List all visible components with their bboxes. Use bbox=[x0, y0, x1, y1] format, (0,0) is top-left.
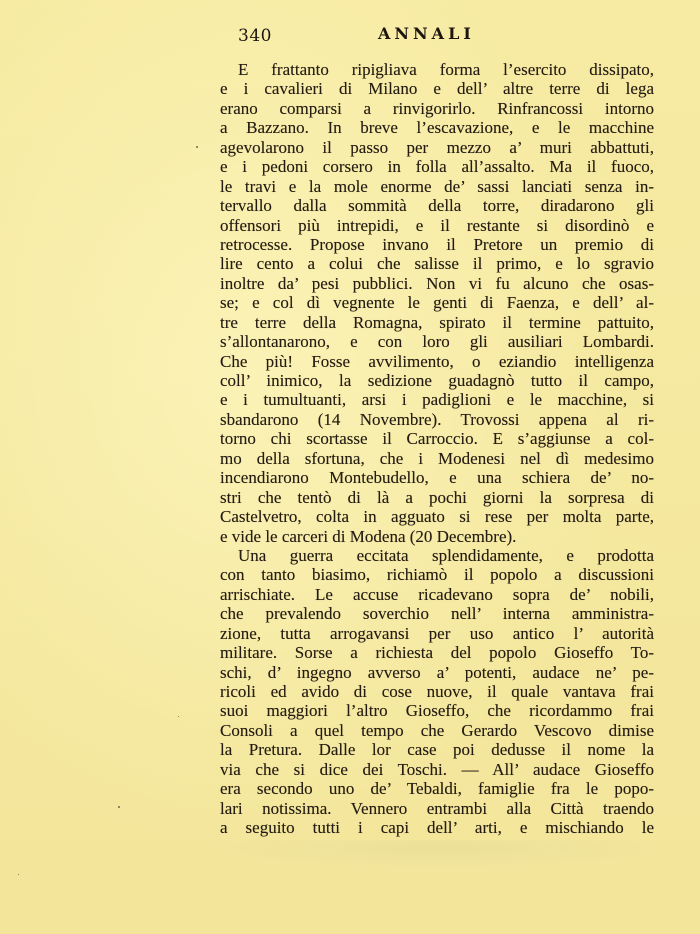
text-line: se; e col dì vegnente le genti di Faenza, e dell’ al- bbox=[220, 293, 654, 313]
text-line: che prevalendo soverchio nell’ interna amministra- bbox=[220, 604, 654, 624]
paper-speck bbox=[18, 874, 19, 875]
running-title: ANNALI bbox=[378, 24, 475, 43]
body-text bbox=[220, 60, 654, 838]
text-line: Castelvetro, colta in agguato si rese per molta parte, bbox=[220, 507, 654, 527]
text-line: la Pretura. Dalle lor case poi dedusse il nome la bbox=[220, 740, 654, 760]
text-line: suoi maggiori l’altro Gioseffo, che ricordammo frai bbox=[220, 701, 654, 721]
text-line: militare. Sorse a richiesta del popolo Gioseffo To- bbox=[220, 643, 654, 663]
text-line: arrischiate. Le accuse ricadevano sopra de’ nobili, bbox=[220, 584, 654, 604]
text-line: e i pedoni corsero in folla all’assalto. Ma il fuoco, bbox=[220, 157, 654, 177]
text-line: tre terre della Romagna, spirato il termine pattuito, bbox=[220, 312, 654, 332]
text-line: e vide le carceri di Modena (20 Decembre). bbox=[220, 526, 517, 546]
text-line: E frattanto ripigliava forma l’esercito dissipato, bbox=[238, 60, 654, 79]
text-line: e i tumultuanti, arsi i padiglioni e le macchine, si bbox=[220, 390, 654, 410]
text-line: incendiarono Montebudello, e una schiera de’ no- bbox=[220, 468, 654, 488]
page-number: 340 bbox=[238, 26, 272, 46]
text-line: schi, d’ ingegno avverso a’ potenti, audace ne’ pe- bbox=[220, 662, 654, 682]
text-line: ricoli ed avido di cose nuove, il quale vantava frai bbox=[220, 682, 654, 701]
text-line: sbandarono (14 Novembre). Trovossi appena al ri- bbox=[220, 409, 654, 429]
paper-speck bbox=[178, 716, 179, 717]
text-line: le travi e la mole enorme de’ sassi lanciati senza in- bbox=[220, 176, 654, 196]
text-line: inoltre da’ pesi pubblici. Non vi fu alcuno che osas- bbox=[220, 273, 654, 293]
text-line: con tanto biasimo, richiamò il popolo a discussioni bbox=[220, 565, 654, 585]
text-line: coll’ inimico, la sedizione guadagnò tutto il campo, bbox=[220, 371, 654, 390]
text-line: era secondo uno de’ Tebaldi, famiglie fra le popo- bbox=[220, 779, 654, 799]
text-line: tervallo dalla sommità della torre, diradarono gli bbox=[220, 196, 654, 216]
paper-speck bbox=[196, 146, 198, 148]
text-line: lire cento a colui che salisse il primo, e lo sgravio bbox=[220, 254, 654, 274]
text-line: zione, tutta arrogavansi per uso antico l’ autorità bbox=[220, 623, 654, 643]
text-line: stri che tentò di là a pochi giorni la sorpresa di bbox=[220, 487, 654, 507]
text-line: torno chi scortasse il Carroccio. E s’aggiunse a col- bbox=[220, 429, 654, 449]
page-header bbox=[0, 24, 700, 54]
text-line: Una guerra eccitata splendidamente, e prodotta bbox=[238, 545, 654, 565]
text-line: erano comparsi a rinvigorirlo. Rinfrancossi intorno bbox=[220, 98, 654, 118]
page-shading bbox=[214, 840, 664, 868]
text-line: lari notissima. Vennero entrambi alla Città traendo bbox=[220, 798, 654, 818]
text-line: offensori più intrepidi, e il restante si disordinò e bbox=[220, 215, 654, 235]
text-line: e i cavalieri di Milano e dell’ altre terre di lega bbox=[220, 79, 654, 99]
text-line: Consoli a quel tempo che Gerardo Vescovo dimise bbox=[220, 720, 654, 740]
text-line: s’allontanarono, e con loro gli ausiliari Lombardi. bbox=[220, 332, 654, 352]
text-line: via che si dice dei Toschi. — All’ audace Gioseffo bbox=[220, 759, 654, 779]
text-line: Che più! Fosse avvilimento, o eziandio intelligenza bbox=[220, 351, 654, 371]
text-line: retrocesse. Propose invano il Pretore un premio di bbox=[220, 234, 654, 254]
text-line: a seguito tutti i capi dell’ arti, e mischiando le bbox=[220, 818, 654, 838]
paper-speck bbox=[118, 806, 120, 808]
text-line: agevolarono il passo per mezzo a’ muri abbattuti, bbox=[220, 137, 654, 157]
text-line: mo della sfortuna, che i Modenesi nel dì medesimo bbox=[220, 448, 654, 468]
text-line: a Bazzano. In breve l’escavazione, e le macchine bbox=[220, 118, 654, 138]
